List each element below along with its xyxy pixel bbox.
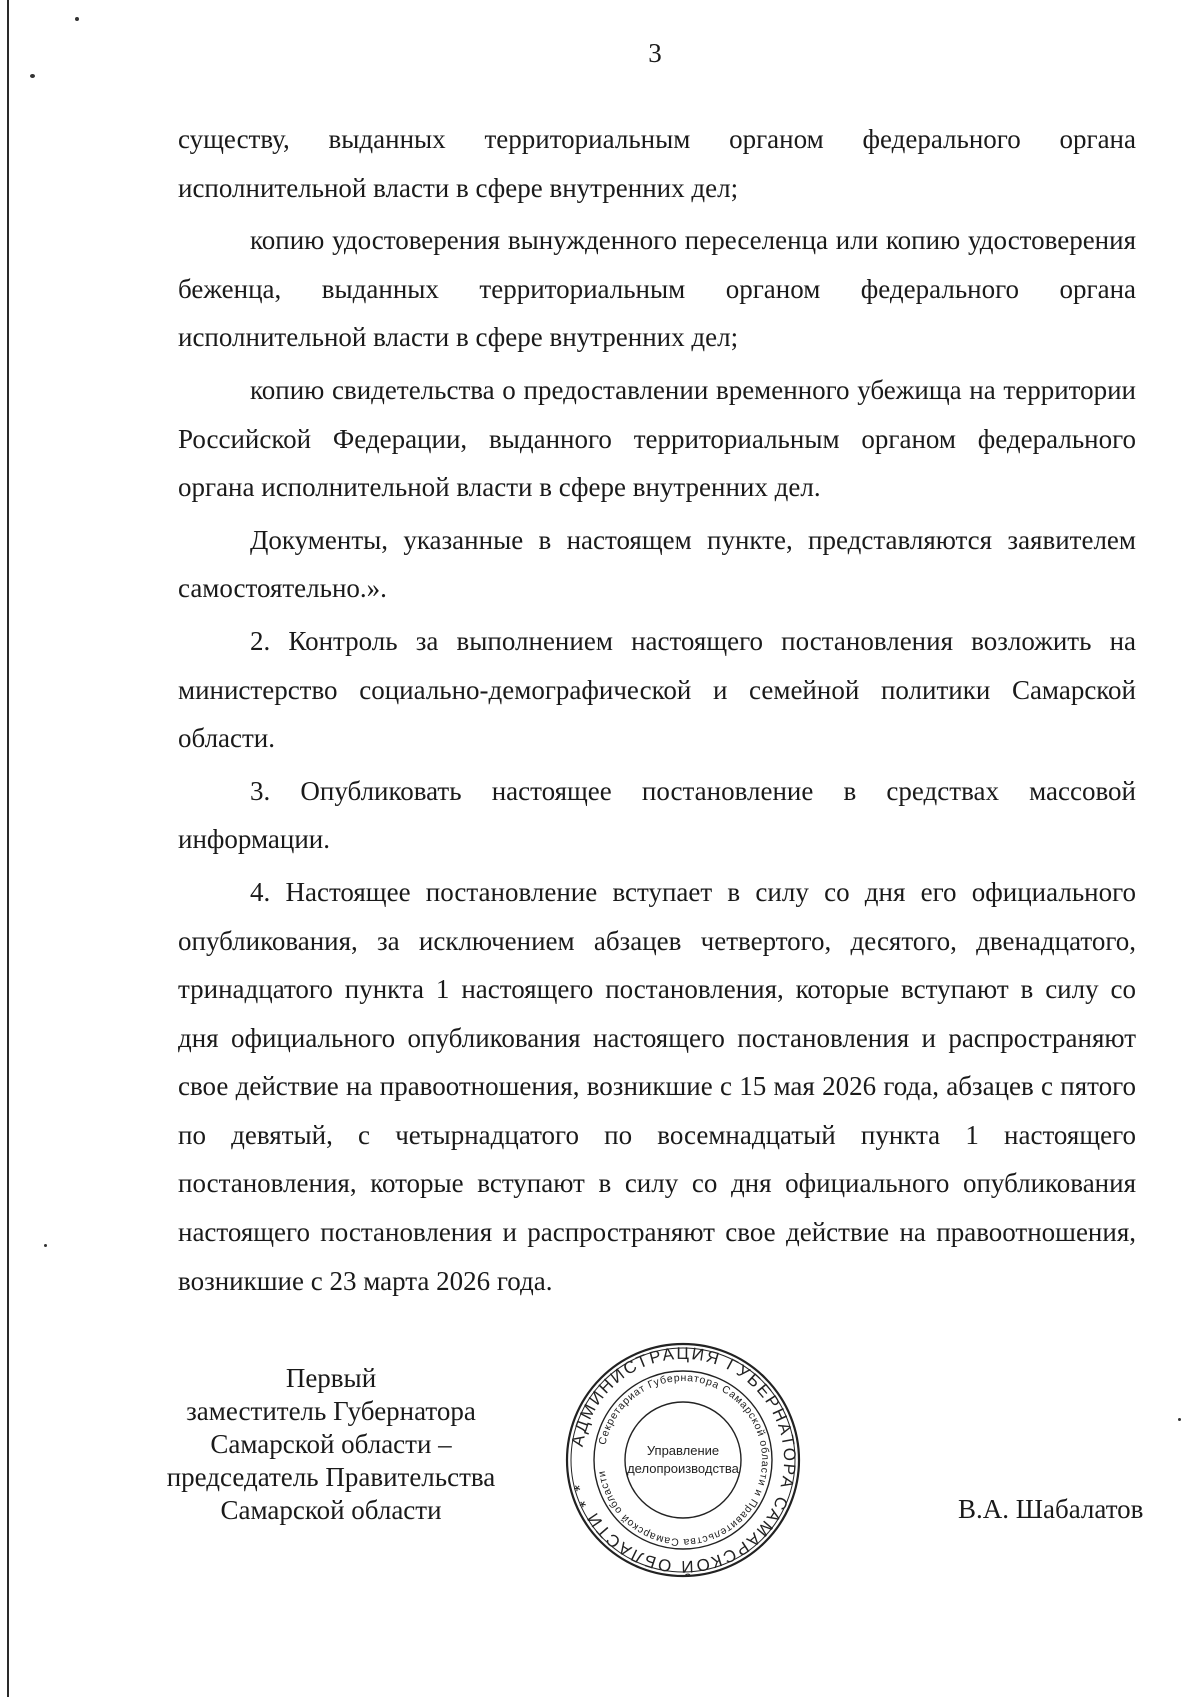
body-paragraph: 3. Опубликовать настоящее постановление в средствах массовой информации. — [178, 775, 1136, 855]
body-paragraph: существу, выданных территориальным органом федерального органа исполнительной власти в сфере внутренних дел; — [178, 124, 1136, 203]
scan-speck — [30, 74, 35, 78]
body-paragraph: копию удостоверения вынужденного переселенца или копию удостоверения беженца, выданных территориальным органом федерального органа исполнительной власти в сфере внутренних дел; — [178, 225, 1136, 353]
body-paragraph: 2. Контроль за выполнением настоящего постановления возложить на министерство социально-демографической и семейной политики Самарской области. — [178, 625, 1136, 754]
scan-speck — [1178, 1418, 1181, 1421]
signature-position-line: председатель Правительства — [166, 1462, 496, 1492]
page-left-edge — [7, 0, 9, 1697]
official-seal — [563, 1340, 803, 1580]
signature-position — [150, 1362, 512, 1527]
seal-outer-text: АДМИНИСТРАЦИЯ ГУБЕРНАТОРА САМАРСКОЙ ОБЛАСТИ * * — [567, 1343, 800, 1577]
document-body — [178, 115, 1136, 1309]
seal-center-line-1: Управление — [646, 1443, 720, 1458]
signature-position-line: Первый — [285, 1363, 377, 1393]
scan-speck — [44, 1244, 47, 1247]
signature-position-line: Самарской области – — [210, 1429, 452, 1459]
body-paragraph: копию свидетельства о предоставлении временного убежища на территории Российской Федерации, выданного территориальным органом федерального органа исполнительной власти в сфере внутренних дел. — [178, 374, 1136, 503]
scan-speck — [75, 17, 79, 21]
signer-name: В.А. Шабалатов — [958, 1494, 1144, 1524]
signature-position-line: заместитель Губернатора — [186, 1396, 476, 1426]
seal-middle-text: Секретариат Губернатора Самарской области и Правительства Самарской области — [595, 1371, 772, 1549]
body-paragraph: Документы, указанные в настоящем пункте, представляются заявителем самостоятельно.». — [178, 524, 1136, 604]
page-number: 3 — [648, 38, 662, 68]
seal-center-line-2: делопроизводства — [627, 1461, 739, 1476]
body-paragraph: 4. Настоящее постановление вступает в силу со дня его официального опубликования, за исключением абзацев четвертого, десятого, двенадцатого, тринадцатого пункта 1 настоящего постановления, которые вступают в силу со дня официального опубликования настоящего постановления и распространяют свое действие на правоотношения, возникшие с 15 мая 2026 года, абзацев с пятого по девятый, с четырнадцатого по восемнадцатый пункта 1 настоящего постановления, которые вступают в силу со дня официального опубликования настоящего постановления и распространяют свое действие на правоотношения, возникшие с 23 марта 2026 года. — [178, 876, 1136, 1296]
signature-position-line: Самарской области — [220, 1495, 442, 1525]
